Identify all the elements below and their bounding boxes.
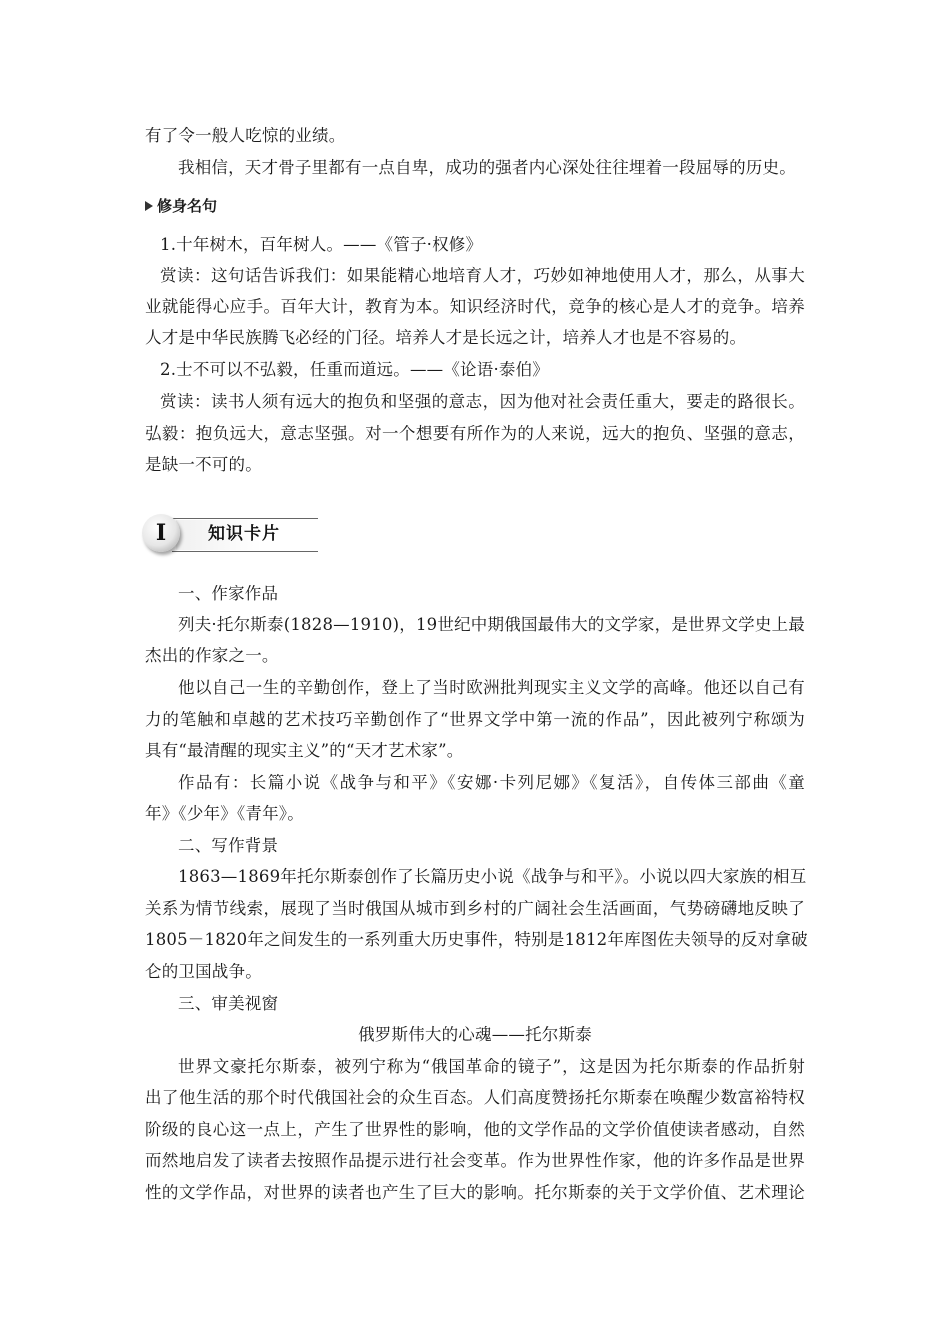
body-text-line: 我相信，天才骨子里都有一点自卑，成功的强者内心深处往往埋着一段屈辱的历史。 [178,158,796,177]
article-title: 俄罗斯伟大的心魂——托尔斯泰 [358,1025,592,1044]
appreciation-line: 弘毅：抱负远大，意志坚强。对一个想要有所作为的人来说，远大的抱负、坚强的意志， [145,424,805,443]
quote-text: 1.十年树木，百年树人。——《管子·权修》 [160,235,483,254]
appreciation-line: 业就能得心应手。百年大计，教育为本。知识经济时代，竞争的核心是人才的竞争。培养 [145,297,805,316]
body-text-line: 性的文学作品，对世界的读者也产生了巨大的影响。托尔斯泰的关于文学价值、艺术理论 [145,1183,805,1202]
body-text-line: 关系为情节线索，展现了当时俄国从城市到乡村的广阔社会生活画面，气势磅礴地反映了 [145,899,805,918]
body-text-line: 仑的卫国战争。 [145,962,262,981]
body-text-line: 力的笔触和卓越的艺术技巧辛勤创作了“世界文学中第一流的作品”，因此被列宁称颂为 [145,710,805,729]
body-text-line: 世界文豪托尔斯泰，被列宁称为“俄国革命的镜子”，这是因为托尔斯泰的作品折射 [178,1057,805,1076]
body-text-line: 作品有：长篇小说《战争与和平》《安娜·卡列尼娜》《复活》，自传体三部曲《童 [178,773,805,792]
knowledge-card-banner [142,512,322,556]
banner-numeral-badge: I [142,514,180,552]
body-text-line: 列夫·托尔斯泰(1828—1910)，19世纪中期俄国最伟大的文学家，是世界文学史上最 [178,615,805,634]
triangle-bullet-icon [145,201,153,211]
appreciation-line: 是缺一不可的。 [145,455,262,474]
banner-rule [172,551,318,552]
section-heading-label: 修身名句 [157,197,218,215]
body-text-line: 而然地启发了读者去按照作品提示进行社会变革。作为世界性作家，他的许多作品是世界 [145,1151,805,1170]
banner-label: 知识卡片 [208,524,280,544]
section-heading-quotes [145,196,217,216]
body-text-line: 具有“最清醒的现实主义”的“天才艺术家”。 [145,741,464,760]
section-heading: 二、写作背景 [178,836,279,855]
body-text-line: 有了令一般人吃惊的业绩。 [145,126,346,145]
body-text-line: 他以自己一生的辛勤创作，登上了当时欧洲批判现实主义文学的高峰。他还以自己有 [178,678,805,697]
appreciation-line: 赏读：这句话告诉我们：如果能精心地培育人才，巧妙如神地使用人才，那么，从事大 [160,266,805,285]
quote-text: 2.士不可以不弘毅，任重而道远。——《论语·泰伯》 [160,360,549,379]
body-text-line: 年》《少年》《青年》。 [145,804,304,823]
section-heading: 一、作家作品 [178,584,279,603]
body-text-line: 出了他生活的那个时代俄国社会的众生百态。人们高度赞扬托尔斯泰在唤醒少数富裕特权 [145,1088,805,1107]
body-text-line: 杰出的作家之一。 [145,646,279,665]
body-text-line: 1863—1869年托尔斯泰创作了长篇历史小说《战争与和平》。小说以四大家族的相互 [178,867,807,886]
appreciation-line: 赏读：读书人须有远大的抱负和坚强的意志，因为他对社会责任重大，要走的路很长。 [160,392,805,411]
banner-rule [172,518,318,519]
body-text-line: 阶级的良心这一点上，产生了世界性的影响，他的文学作品的文学价值使读者感动，自然 [145,1120,805,1139]
section-heading: 三、审美视窗 [178,994,279,1013]
body-text-line: 1805－1820年之间发生的一系列重大历史事件，特别是1812年库图佐夫领导的反对拿破 [145,930,808,949]
appreciation-line: 人才是中华民族腾飞必经的门径。培养人才是长远之计，培养人才也是不容易的。 [145,328,747,347]
